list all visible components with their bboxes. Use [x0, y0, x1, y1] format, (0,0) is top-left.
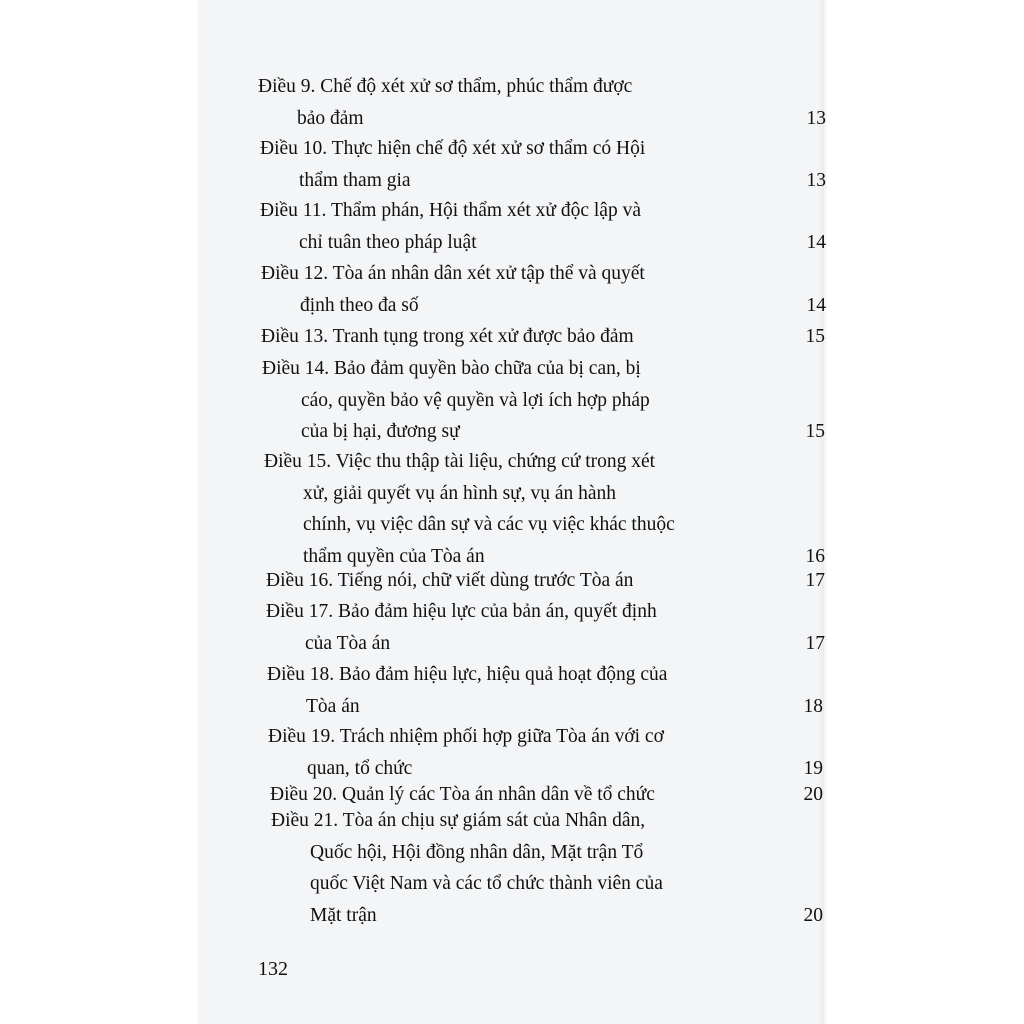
toc-entry-continuation: xử, giải quyết vụ án hình sự, vụ án hành: [303, 482, 617, 504]
toc-page-ref: 13: [806, 169, 826, 191]
toc-entry-title: Điều 21. Tòa án chịu sự giám sát của Nhân dân,: [271, 810, 646, 831]
toc-entry-continuation: chỉ tuân theo pháp luật: [299, 231, 477, 253]
toc-entry-continuation: cáo, quyền bảo vệ quyền và lợi ích hợp pháp: [301, 389, 650, 411]
toc-page-ref: 13: [806, 107, 826, 129]
toc-entry: [258, 76, 826, 139]
toc-page-ref: 18: [803, 695, 823, 717]
toc-page-ref: 15: [805, 421, 825, 442]
toc-entry-title: Điều 15. Việc thu thập tài liệu, chứng cứ trong xét: [264, 451, 656, 472]
toc-entry-continuation: Mặt trận: [310, 904, 377, 926]
toc-entry: [261, 263, 826, 326]
toc-entry-continuation: bảo đảm: [297, 107, 364, 129]
toc-entry-title: Điều 16. Tiếng nói, chữ viết dùng trước Tòa án: [266, 570, 634, 591]
toc-entry: [262, 358, 825, 453]
toc-entry: [268, 726, 823, 789]
toc-entry: [261, 326, 825, 358]
toc-page-ref: 17: [805, 632, 825, 654]
toc-entry-continuation: thẩm tham gia: [299, 169, 411, 191]
toc-entry: [260, 138, 826, 201]
toc-entry-title: Điều 9. Chế độ xét xử sơ thẩm, phúc thẩm được: [258, 76, 633, 97]
toc-entry-continuation: định theo đa số: [300, 294, 419, 316]
toc-entry-title: Điều 11. Thẩm phán, Hội thẩm xét xử độc lập và: [260, 200, 641, 221]
toc-entry-continuation: quốc Việt Nam và các tổ chức thành viên của: [310, 873, 663, 894]
toc-page-ref: 19: [803, 757, 823, 779]
toc-entry-title: Điều 17. Bảo đảm hiệu lực của bản án, quyết định: [266, 601, 657, 622]
toc-page-ref: 20: [803, 904, 823, 926]
toc-entry-title: Điều 18. Bảo đảm hiệu lực, hiệu quả hoạt động của: [267, 664, 668, 685]
toc-entry-continuation: Tòa án: [306, 695, 360, 717]
toc-entry-title: Điều 10. Thực hiện chế độ xét xử sơ thẩm có Hội: [260, 138, 646, 159]
toc-entry-title: Điều 14. Bảo đảm quyền bào chữa của bị can, bị: [262, 358, 641, 379]
page-number: 132: [258, 958, 288, 980]
toc-entry: [266, 570, 825, 602]
toc-page-ref: 17: [805, 570, 825, 591]
toc-page-ref: 14: [806, 294, 826, 316]
toc-entry: [260, 200, 826, 263]
toc-page-ref: 15: [805, 326, 825, 347]
toc-entry: [271, 810, 823, 936]
toc-page-ref: 16: [805, 545, 825, 567]
toc-entry: [266, 601, 825, 664]
toc-entry-continuation: của bị hại, đương sự: [301, 421, 460, 442]
toc-entry-title: Điều 12. Tòa án nhân dân xét xử tập thể và quyết: [261, 263, 645, 284]
toc-entry-continuation: quan, tổ chức: [307, 757, 413, 779]
toc-entry-continuation: của Tòa án: [305, 632, 391, 654]
toc-entry-continuation: chính, vụ việc dân sự và các vụ việc khác thuộc: [303, 514, 675, 535]
toc-entry-continuation: Quốc hội, Hội đồng nhân dân, Mặt trận Tổ: [310, 841, 644, 863]
toc-page-ref: 14: [806, 231, 826, 253]
toc-entry: [264, 451, 825, 577]
toc-entry-title: Điều 13. Tranh tụng trong xét xử được bảo đảm: [261, 326, 634, 347]
toc-entry-continuation: thẩm quyền của Tòa án: [303, 545, 485, 567]
toc-entry: [267, 664, 823, 727]
toc-page-ref: 20: [803, 784, 823, 805]
toc-entry-title: Điều 20. Quản lý các Tòa án nhân dân về tổ chức: [270, 784, 655, 805]
toc-entry-title: Điều 19. Trách nhiệm phối hợp giữa Tòa án với cơ: [268, 726, 664, 747]
